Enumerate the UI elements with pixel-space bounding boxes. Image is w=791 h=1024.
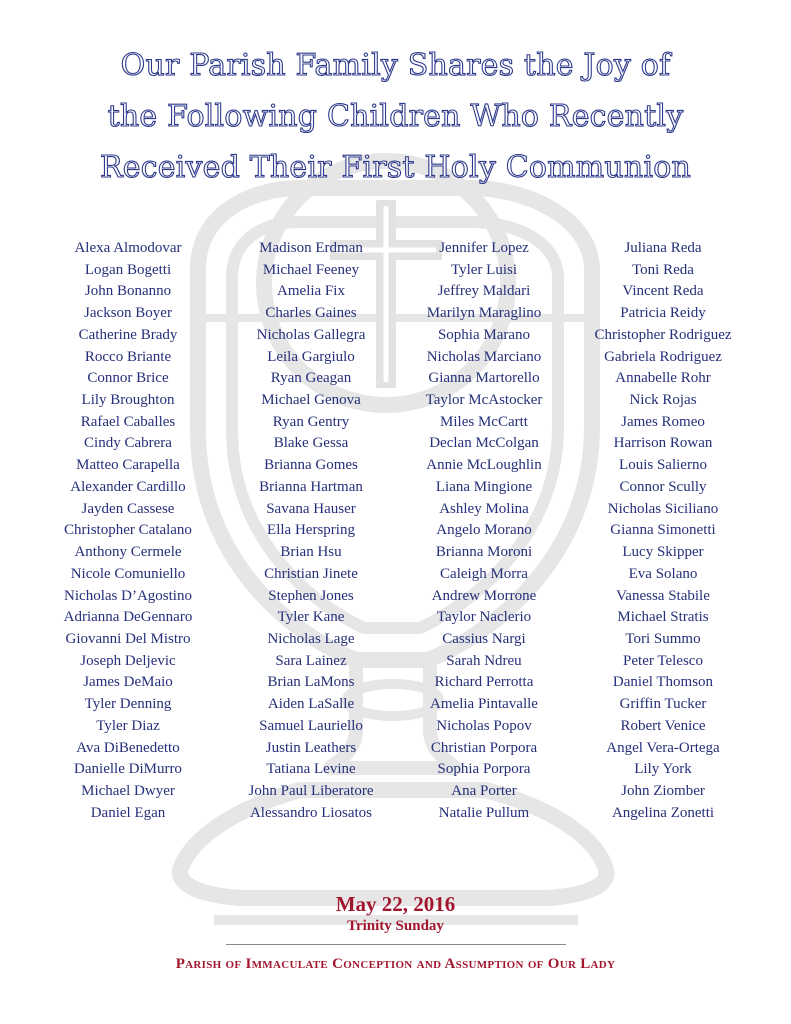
name-item: Brianna Moroni xyxy=(435,544,533,561)
name-item: Christian Porpora xyxy=(430,739,538,756)
name-item: Eva Solano xyxy=(628,565,698,582)
name-item: Jayden Cassese xyxy=(81,500,175,517)
name-item: Michael Feeney xyxy=(262,261,360,278)
name-item: Lily Broughton xyxy=(81,392,175,409)
name-item: Natalie Pullum xyxy=(438,804,530,821)
name-item: Brian Hsu xyxy=(280,544,342,561)
name-item: Daniel Egan xyxy=(90,804,166,821)
name-item: Marilyn Maraglino xyxy=(426,305,542,322)
name-item: Michael Dwyer xyxy=(81,782,175,799)
name-item: Anthony Cermele xyxy=(74,544,182,561)
name-item: Charles Gaines xyxy=(265,305,357,322)
name-item: Samuel Lauriello xyxy=(259,717,363,734)
name-item: Toni Reda xyxy=(632,261,694,278)
name-item: Connor Brice xyxy=(87,370,169,387)
name-item: Angel Vera-Ortega xyxy=(606,739,720,756)
name-item: Patricia Reidy xyxy=(620,305,706,322)
name-item: Nicholas Popov xyxy=(436,717,532,734)
name-item: Louis Salierno xyxy=(619,457,707,474)
name-item: Declan McColgan xyxy=(429,435,539,452)
name-item: John Paul Liberatore xyxy=(248,782,374,799)
name-item: Lucy Skipper xyxy=(622,544,704,561)
name-item: John Bonanno xyxy=(84,283,172,300)
name-item: Gabriela Rodriguez xyxy=(604,348,722,365)
name-item: Ana Porter xyxy=(451,782,517,799)
name-item: Robert Venice xyxy=(620,717,706,734)
name-item: Jeffrey Maldari xyxy=(437,283,531,300)
name-item: Justin Leathers xyxy=(265,739,357,756)
parish-name: Parish of Immaculate Conception and Assumption of Our Lady xyxy=(175,956,616,972)
name-item: Vanessa Stabile xyxy=(616,587,710,604)
name-item: Logan Bogetti xyxy=(84,261,172,278)
name-item: Tyler Kane xyxy=(277,609,345,626)
name-item: Nicholas Lage xyxy=(267,630,355,647)
name-item: Giovanni Del Mistro xyxy=(65,630,191,647)
name-item: Ella Herspring xyxy=(267,522,355,539)
name-item: Brianna Hartman xyxy=(259,478,363,495)
name-item: Tori Summo xyxy=(625,630,701,647)
name-item: Alexander Cardillo xyxy=(70,478,186,495)
name-item: Christopher Catalano xyxy=(64,522,192,539)
name-item: Tatiana Levine xyxy=(266,761,356,778)
name-item: James Romeo xyxy=(621,413,705,430)
name-item: Rocco Briante xyxy=(84,348,172,365)
name-item: Harrison Rowan xyxy=(613,435,713,452)
name-item: Aiden LaSalle xyxy=(267,696,355,713)
name-item: Ashley Molina xyxy=(439,500,529,517)
name-item: Matteo Carapella xyxy=(76,457,180,474)
name-item: Sara Lainez xyxy=(275,652,347,669)
name-item: Catherine Brady xyxy=(78,326,178,343)
name-item: Gianna Martorello xyxy=(428,370,540,387)
name-item: Rafael Caballes xyxy=(80,413,176,430)
name-item: Jackson Boyer xyxy=(84,305,172,322)
name-item: Alexa Almodovar xyxy=(74,240,182,256)
name-item: Cassius Nargi xyxy=(442,630,526,647)
name-item: Alessandro Liosatos xyxy=(249,804,373,821)
name-item: Nicholas Marciano xyxy=(426,348,542,365)
name-item: Michael Genova xyxy=(261,392,361,409)
name-item: Christian Jinete xyxy=(264,565,358,582)
name-item: Brian LaMons xyxy=(267,674,355,691)
names-column-1 xyxy=(28,238,228,824)
name-item: Christopher Rodriguez xyxy=(594,326,732,343)
name-item: Peter Telesco xyxy=(623,652,703,669)
name-item: Griffin Tucker xyxy=(619,696,707,713)
title-line-3: Received Their First Holy Communion xyxy=(99,150,692,185)
name-item: Danielle DiMurro xyxy=(74,761,182,778)
name-item: Madison Erdman xyxy=(259,240,363,256)
name-item: Gianna Simonetti xyxy=(610,522,716,539)
name-item: Amelia Fix xyxy=(277,283,345,300)
name-item: Amelia Pintavalle xyxy=(430,696,538,713)
name-item: Stephen Jones xyxy=(268,587,354,604)
name-item: Annabelle Rohr xyxy=(615,370,711,387)
name-item: Angelina Zonetti xyxy=(611,804,715,821)
name-item: Nick Rojas xyxy=(629,392,697,409)
name-item: Liana Mingione xyxy=(435,478,533,495)
name-item: Lily York xyxy=(634,761,692,778)
name-item: Leila Gargiulo xyxy=(267,348,355,365)
divider xyxy=(226,944,566,945)
name-item: Taylor Naclerio xyxy=(436,609,532,626)
name-item: Adrianna DeGennaro xyxy=(63,609,193,626)
names-column-2 xyxy=(211,238,411,824)
occasion-label: Trinity Sunday xyxy=(347,918,444,934)
name-item: Sophia Porpora xyxy=(437,761,531,778)
communion-date: May 22, 2016 xyxy=(335,892,456,916)
name-item: Caleigh Morra xyxy=(440,565,528,582)
name-item: Brianna Gomes xyxy=(264,457,358,474)
name-item: Ava DiBenedetto xyxy=(76,739,180,756)
names-column-3 xyxy=(384,238,584,824)
name-item: Juliana Reda xyxy=(624,240,702,256)
name-item: Cindy Cabrera xyxy=(84,435,172,452)
name-item: Tyler Luisi xyxy=(450,261,518,278)
name-item: Vincent Reda xyxy=(622,283,704,300)
name-item: Michael Stratis xyxy=(617,609,709,626)
name-item: Jennifer Lopez xyxy=(439,240,529,256)
name-item: Daniel Thomson xyxy=(612,674,714,691)
name-item: Annie McLoughlin xyxy=(426,457,542,474)
name-item: Tyler Denning xyxy=(84,696,172,713)
name-item: Nicholas Siciliano xyxy=(607,500,719,517)
name-item: Nicole Comuniello xyxy=(70,565,186,582)
name-item: Ryan Geagan xyxy=(270,370,352,387)
name-item: Nicholas D’Agostino xyxy=(64,587,192,604)
title-line-2: the Following Children Who Recently xyxy=(107,99,684,134)
name-item: John Ziomber xyxy=(621,782,705,799)
name-item: Joseph Deljevic xyxy=(80,652,176,669)
name-item: Miles McCartt xyxy=(440,413,528,430)
name-item: Blake Gessa xyxy=(273,435,349,452)
name-item: Taylor McAstocker xyxy=(425,392,543,409)
name-item: James DeMaio xyxy=(83,674,173,691)
name-item: Ryan Gentry xyxy=(272,413,350,430)
name-item: Connor Scully xyxy=(619,478,707,495)
name-item: Savana Hauser xyxy=(266,500,356,517)
page-title xyxy=(0,40,791,193)
name-item: Sophia Marano xyxy=(437,326,531,343)
name-item: Nicholas Gallegra xyxy=(256,326,366,343)
name-item: Tyler Diaz xyxy=(96,717,160,734)
name-item: Richard Perrotta xyxy=(434,674,534,691)
name-item: Angelo Morano xyxy=(436,522,532,539)
name-item: Andrew Morrone xyxy=(431,587,537,604)
name-item: Sarah Ndreu xyxy=(446,652,522,669)
names-column-4 xyxy=(563,238,763,824)
title-line-1: Our Parish Family Shares the Joy of xyxy=(120,48,671,83)
